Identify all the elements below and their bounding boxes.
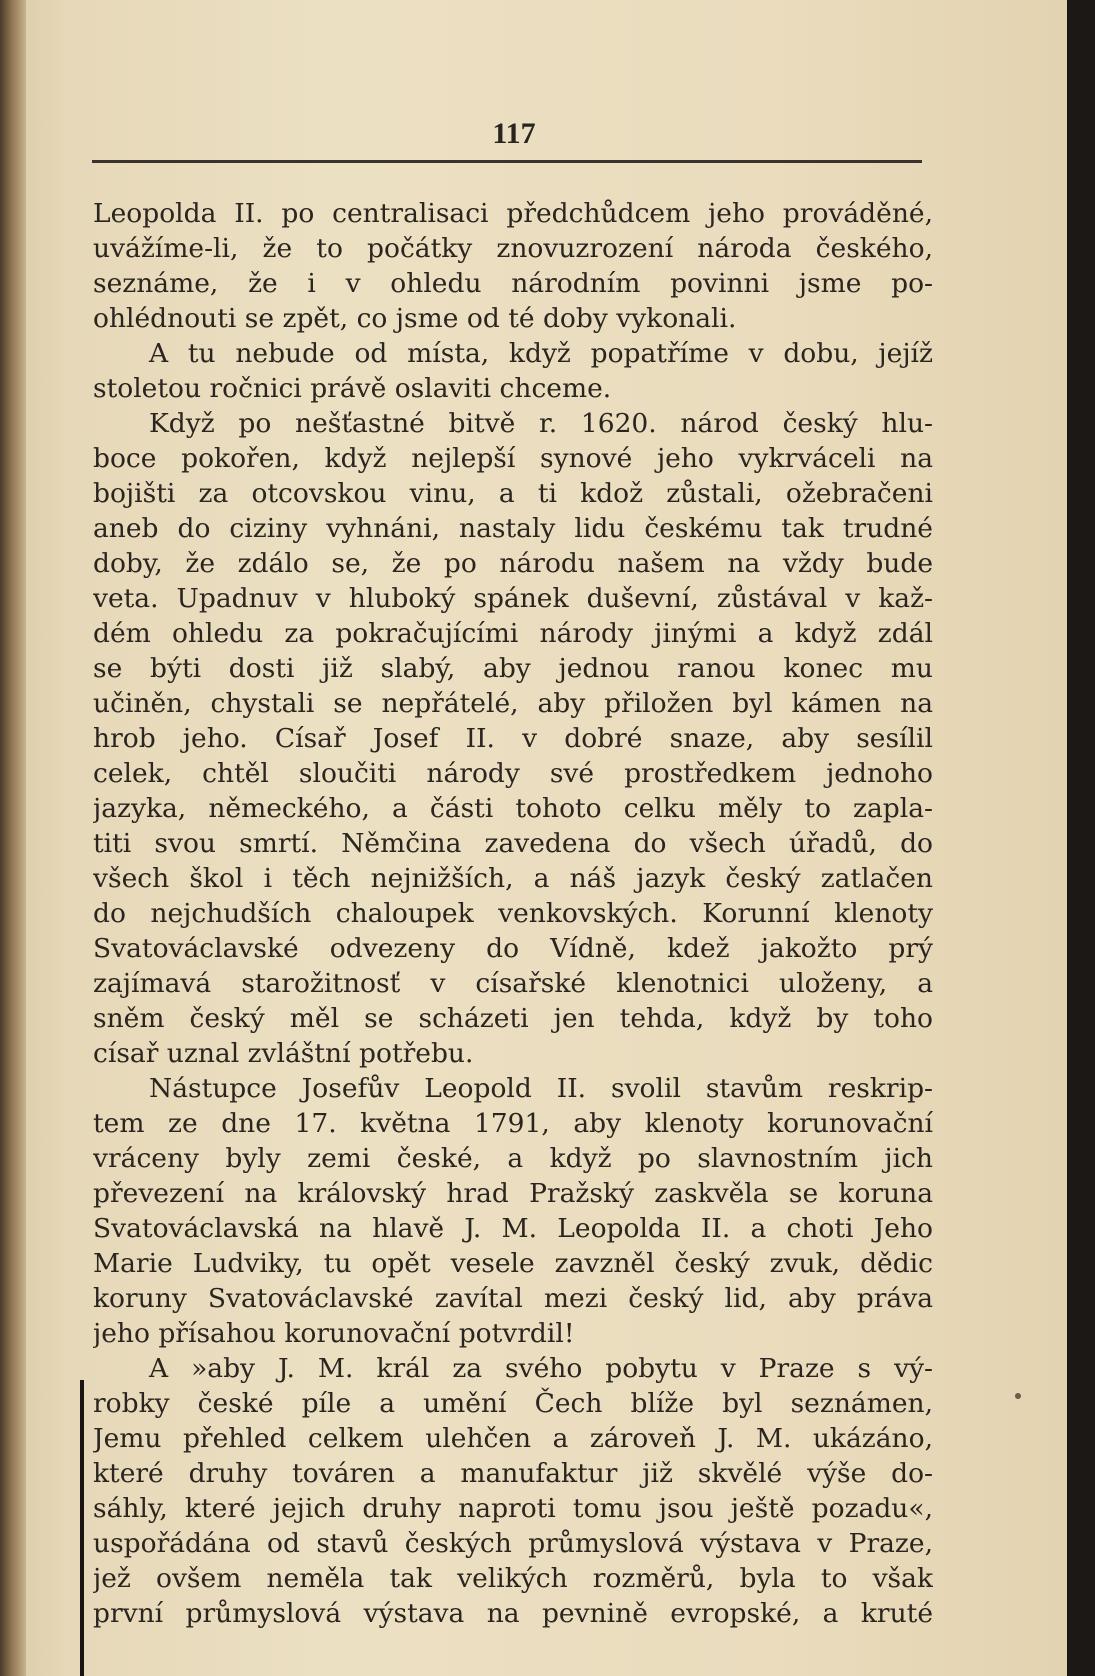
body-text xyxy=(93,196,933,1631)
text-line: převezení na královský hrad Pražský zaskvěla se koruna xyxy=(93,1178,933,1209)
text-line: tem ze dne 17. května 1791, aby klenoty korunovační xyxy=(93,1108,933,1139)
text-line: které druhy továren a manufaktur již skvělé výše do- xyxy=(93,1458,933,1489)
text-line: stoletou ročnici právě oslaviti chceme. xyxy=(93,373,612,404)
header-rule xyxy=(92,160,922,163)
text-line: jazyka, německého, a části tohoto celku měly to zapla- xyxy=(93,793,933,824)
text-line: Svatováclavské odvezeny do Vídně, kdež jakožto prý xyxy=(93,933,933,964)
text-line: zajímavá starožitnosť v císařské klenotnici uloženy, a xyxy=(93,968,933,999)
text-line: jež ovšem neměla tak velikých rozměrů, byla to však xyxy=(93,1563,933,1594)
text-line: boce pokořen, když nejlepší synové jeho vykrváceli na xyxy=(93,443,933,474)
text-line: se býti dosti již slabý, aby jednou ranou konec mu xyxy=(93,653,933,684)
text-line: dém ohledu za pokračujícími národy jinými a když zdál xyxy=(93,618,933,649)
text-line: ohlédnouti se zpět, co jsme od té doby vykonali. xyxy=(93,303,737,334)
text-line: A tu nebude od místa, když popatříme v dobu, jejíž xyxy=(149,338,933,369)
text-line: Svatováclavská na hlavě J. M. Leopolda II. a choti Jeho xyxy=(93,1213,933,1244)
text-line: A »aby J. M. král za svého pobytu v Praze s vý- xyxy=(149,1353,933,1384)
text-line: koruny Svatováclavské zavítal mezi český lid, aby práva xyxy=(93,1283,933,1314)
text-line: hrob jeho. Císař Josef II. v dobré snaze, aby sesílil xyxy=(93,723,933,754)
text-line: Když po nešťastné bitvě r. 1620. národ český hlu- xyxy=(149,408,933,439)
text-line: robky české píle a umění Čech blíže byl seznámen, xyxy=(93,1388,933,1419)
text-line: Jemu přehled celkem ulehčen a zároveň J. M. ukázáno, xyxy=(93,1423,933,1454)
text-line: doby, že zdálo se, že po národu našem na vždy bude xyxy=(93,548,933,579)
text-line: aneb do ciziny vyhnáni, nastaly lidu českému tak trudné xyxy=(93,513,933,544)
text-line: uvážíme-li, že to počátky znovuzrození národa českého, xyxy=(93,233,933,264)
text-line: vráceny byly zemi české, a když po slavnostním jich xyxy=(93,1143,933,1174)
text-line: bojišti za otcovskou vinu, a ti kdož zůstali, ožebračeni xyxy=(93,478,933,509)
text-line: jeho přísahou korunovační potvrdil! xyxy=(93,1318,575,1349)
text-line: Leopolda II. po centralisaci předchůdcem jeho prováděné, xyxy=(93,198,933,229)
text-line: všech škol i těch nejnižších, a náš jazyk český zatlačen xyxy=(93,863,933,894)
text-line: celek, chtěl sloučiti národy své prostředkem jednoho xyxy=(93,758,933,789)
page-edge xyxy=(1067,0,1095,1676)
text-line: císař uznal zvláštní potřebu. xyxy=(93,1038,474,1069)
text-line: Nástupce Josefův Leopold II. svolil stavům reskrip- xyxy=(149,1073,933,1104)
text-line: první průmyslová výstava na pevnině evropské, a kruté xyxy=(93,1598,933,1629)
text-line: titi svou smrtí. Němčina zavedena do všech úřadů, do xyxy=(93,828,933,859)
text-line: sáhly, které jejich druhy naproti tomu jsou ještě pozadu«, xyxy=(93,1493,933,1524)
book-spine xyxy=(0,0,26,1676)
text-line: Marie Ludviky, tu opět vesele zavzněl český zvuk, dědic xyxy=(93,1248,933,1279)
text-line: sněm český měl se scházeti jen tehda, když by toho xyxy=(93,1003,933,1034)
text-line: uspořádána od stavů českých průmyslová výstava v Praze, xyxy=(93,1528,933,1559)
page-number: 117 xyxy=(492,117,536,150)
text-line: do nejchudších chaloupek venkovských. Korunní klenoty xyxy=(93,898,933,929)
paper-speck xyxy=(1015,1393,1021,1399)
text-line: seznáme, že i v ohledu národním povinni jsme po- xyxy=(93,268,933,299)
text-line: veta. Upadnuv v hluboký spánek duševní, zůstával v kaž- xyxy=(93,583,933,614)
gutter-shadow xyxy=(80,1380,84,1676)
text-line: učiněn, chystali se nepřátelé, aby přiložen byl kámen na xyxy=(93,688,933,719)
